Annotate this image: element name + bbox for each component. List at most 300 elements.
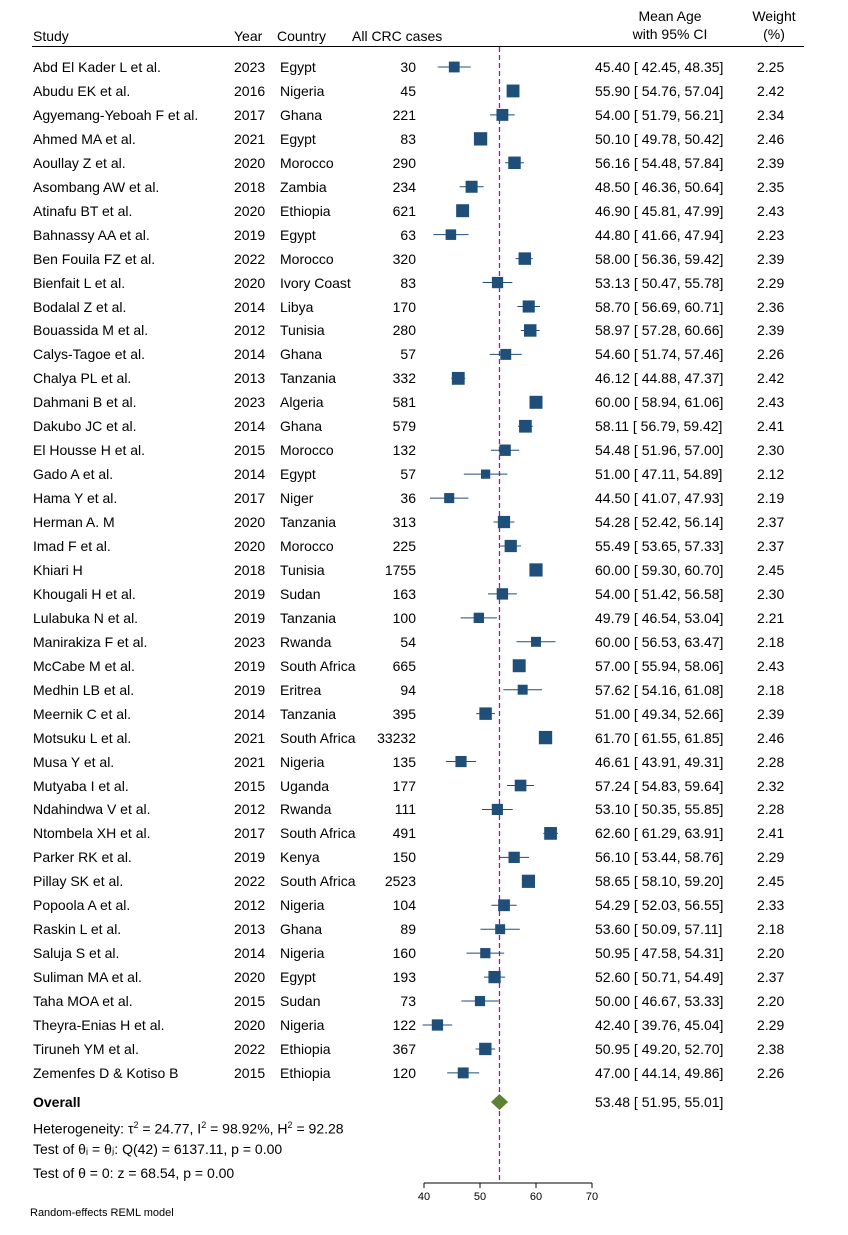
study-country: Ethiopia — [280, 1040, 331, 1057]
study-weight: 2.29 — [757, 1017, 785, 1033]
study-country: Ghana — [280, 418, 323, 435]
study-name: McCabe M et al. — [33, 657, 135, 674]
study-year: 2019 — [234, 226, 266, 243]
study-country: Egypt — [280, 130, 316, 147]
study-mean-ci: 54.60 [ 51.74, 57.46] — [595, 346, 724, 363]
study-cases: 313 — [392, 514, 416, 531]
study-mean-ci: 54.00 [ 51.79, 56.21] — [595, 106, 724, 123]
table-row — [0, 414, 848, 438]
study-country: Tunisia — [280, 561, 325, 578]
study-weight: 2.45 — [757, 873, 785, 890]
tau2-value: 24.77 — [154, 1120, 190, 1137]
study-name: Parker RK et al. — [33, 849, 132, 866]
study-cases: 225 — [392, 538, 416, 554]
study-weight: 2.43 — [757, 657, 785, 674]
study-country: Kenya — [280, 849, 320, 866]
heterogeneity-prefix: Heterogeneity: τ — [33, 1120, 134, 1137]
study-mean-ci: 56.10 [ 53.44, 58.76] — [595, 849, 724, 866]
study-mean-ci: 60.00 [ 56.53, 63.47] — [595, 633, 724, 650]
x-tick-label: 70 — [585, 1191, 599, 1203]
study-name: Raskin L et al. — [33, 921, 122, 938]
study-year: 2018 — [234, 561, 266, 578]
table-row — [0, 702, 848, 726]
table-row — [0, 869, 848, 893]
study-weight: 2.39 — [757, 154, 785, 171]
study-weight: 2.43 — [757, 202, 785, 219]
study-name: El Housse H et al. — [33, 442, 146, 459]
study-weight: 2.39 — [757, 322, 785, 339]
x-tick-label: 60 — [529, 1191, 543, 1203]
study-mean-ci: 58.00 [ 56.36, 59.42] — [595, 250, 724, 267]
table-row — [0, 1037, 848, 1061]
study-cases: 234 — [392, 178, 416, 195]
study-country: Algeria — [280, 394, 324, 411]
study-cases: 320 — [392, 250, 416, 267]
study-mean-ci: 45.40 [ 42.45, 48.35] — [595, 59, 724, 75]
study-mean-ci: 60.00 [ 59.30, 60.70] — [595, 561, 724, 578]
table-row — [0, 151, 848, 175]
study-year: 2021 — [234, 130, 266, 147]
study-cases: 135 — [392, 753, 416, 770]
study-country: South Africa — [280, 657, 356, 674]
study-weight: 2.28 — [757, 801, 785, 818]
study-cases: 2523 — [384, 873, 416, 890]
table-row — [0, 750, 848, 774]
study-mean-ci: 62.60 [ 61.29, 63.91] — [595, 825, 724, 842]
study-cases: 491 — [392, 825, 416, 842]
study-cases: 581 — [392, 394, 416, 411]
table-row — [0, 893, 848, 917]
study-year: 2017 — [234, 825, 266, 842]
study-year: 2023 — [234, 59, 266, 75]
study-country: Tanzania — [280, 609, 337, 626]
study-weight: 2.42 — [757, 82, 785, 99]
table-row — [0, 965, 848, 989]
study-weight: 2.46 — [757, 729, 785, 746]
study-year: 2016 — [234, 82, 266, 99]
study-country: Sudan — [280, 993, 321, 1010]
study-cases: 100 — [392, 609, 416, 626]
header-cases: All CRC cases — [352, 28, 443, 44]
study-weight: 2.41 — [757, 825, 785, 842]
study-year: 2014 — [234, 466, 266, 483]
table-row — [0, 271, 848, 295]
study-country: Ghana — [280, 346, 323, 363]
study-year: 2012 — [234, 801, 266, 818]
study-country: Morocco — [280, 154, 334, 171]
study-year: 2020 — [234, 1017, 266, 1033]
study-weight: 2.20 — [757, 993, 785, 1010]
study-country: Tanzania — [280, 514, 337, 531]
study-mean-ci: 51.00 [ 49.34, 52.66] — [595, 705, 724, 722]
study-name: Tiruneh YM et al. — [33, 1040, 139, 1057]
study-year: 2019 — [234, 849, 266, 866]
study-weight: 2.37 — [757, 514, 785, 531]
study-year: 2021 — [234, 753, 266, 770]
study-cases: 150 — [392, 849, 416, 866]
study-weight: 2.46 — [757, 130, 785, 147]
study-name: Ahmed MA et al. — [33, 130, 136, 147]
study-weight: 2.18 — [757, 633, 785, 650]
study-cases: 33232 — [377, 729, 416, 746]
study-country: Ghana — [280, 106, 323, 123]
study-weight: 2.30 — [757, 585, 785, 602]
study-weight: 2.25 — [757, 59, 785, 75]
study-mean-ci: 42.40 [ 39.76, 45.04] — [595, 1017, 724, 1033]
study-cases: 193 — [392, 969, 416, 986]
study-year: 2014 — [234, 298, 266, 315]
study-mean-ci: 50.95 [ 47.58, 54.31] — [595, 945, 724, 962]
study-year: 2013 — [234, 370, 266, 387]
study-cases: 30 — [400, 59, 416, 75]
study-country: Zambia — [280, 178, 327, 195]
study-cases: 177 — [392, 777, 416, 794]
study-name: Bahnassy AA et al. — [33, 226, 150, 243]
study-name: Manirakiza F et al. — [33, 633, 148, 650]
study-cases: 63 — [400, 226, 416, 243]
study-mean-ci: 54.00 [ 51.42, 56.58] — [595, 585, 724, 602]
table-row — [0, 989, 848, 1013]
study-cases: 83 — [400, 130, 416, 147]
study-mean-ci: 53.10 [ 50.35, 55.85] — [595, 801, 724, 818]
study-mean-ci: 54.48 [ 51.96, 57.00] — [595, 442, 724, 459]
study-year: 2014 — [234, 705, 266, 722]
table-row — [0, 726, 848, 750]
study-country: Egypt — [280, 226, 316, 243]
study-weight: 2.36 — [757, 298, 785, 315]
table-row — [0, 199, 848, 223]
test-theta-0: Test of θ = 0: z = 68.54, p = 0.00 — [33, 1165, 235, 1181]
study-year: 2018 — [234, 178, 266, 195]
study-name: Khougali H et al. — [33, 585, 136, 602]
study-weight: 2.32 — [757, 777, 785, 794]
study-country: Ethiopia — [280, 202, 331, 219]
study-mean-ci: 50.95 [ 49.20, 52.70] — [595, 1040, 724, 1057]
study-cases: 132 — [392, 442, 416, 459]
study-name: Abudu EK et al. — [33, 82, 131, 99]
study-mean-ci: 58.11 [ 56.79, 59.42] — [595, 418, 723, 435]
study-country: Nigeria — [280, 82, 325, 99]
table-row — [0, 797, 848, 821]
study-country: Morocco — [280, 538, 334, 554]
table-row — [0, 678, 848, 702]
study-mean-ci: 46.61 [ 43.91, 49.31] — [595, 753, 724, 770]
study-name: Motsuku L et al. — [33, 729, 132, 746]
study-mean-ci: 55.90 [ 54.76, 57.04] — [595, 82, 724, 99]
study-country: Eritrea — [280, 681, 322, 698]
study-name: Asombang AW et al. — [33, 178, 160, 195]
study-country: Egypt — [280, 59, 316, 75]
study-year: 2022 — [234, 873, 266, 890]
study-name: Musa Y et al. — [33, 753, 115, 770]
study-name: Mutyaba I et al. — [33, 777, 129, 794]
study-mean-ci: 48.50 [ 46.36, 50.64] — [595, 178, 724, 195]
study-country: Nigeria — [280, 753, 325, 770]
study-year: 2023 — [234, 633, 266, 650]
study-year: 2020 — [234, 514, 266, 531]
table-row — [0, 55, 848, 79]
study-country: Nigeria — [280, 897, 325, 914]
study-cases: 280 — [392, 322, 416, 339]
table-row — [0, 462, 848, 486]
study-name: Aoullay Z et al. — [33, 154, 126, 171]
study-weight: 2.12 — [757, 466, 785, 483]
overall-label: Overall — [33, 1094, 81, 1110]
heterogeneity-stat: Heterogeneity: $\tau^2 = 24.77$, $I^2 = 98.92\%$, $H^2 = 92.28$ — [33, 1120, 344, 1137]
study-weight: 2.30 — [757, 442, 785, 459]
study-year: 2019 — [234, 585, 266, 602]
table-row — [0, 1061, 848, 1085]
study-mean-ci: 58.65 [ 58.10, 59.20] — [595, 873, 724, 890]
i2-value: 98.92% — [222, 1120, 270, 1137]
study-name: Bienfait L et al. — [33, 274, 126, 291]
study-name: Bouassida M et al. — [33, 322, 149, 339]
study-name: Dakubo JC et al. — [33, 418, 137, 435]
study-mean-ci: 60.00 [ 58.94, 61.06] — [595, 394, 724, 411]
study-mean-ci: 46.90 [ 45.81, 47.99] — [595, 202, 724, 219]
study-year: 2020 — [234, 969, 266, 986]
study-country: South Africa — [280, 825, 356, 842]
study-weight: 2.28 — [757, 753, 785, 770]
study-weight: 2.26 — [757, 1064, 785, 1081]
table-row — [0, 175, 848, 199]
study-country: South Africa — [280, 729, 356, 746]
study-cases: 54 — [400, 633, 416, 650]
header-study: Study — [33, 28, 69, 44]
study-mean-ci: 54.28 [ 52.42, 56.14] — [595, 514, 724, 531]
study-weight: 2.29 — [757, 849, 785, 866]
study-year: 2022 — [234, 250, 266, 267]
study-name: Abd El Kader L et al. — [33, 59, 161, 75]
table-row — [0, 821, 848, 845]
study-cases: 111 — [394, 801, 416, 818]
study-mean-ci: 51.00 [ 47.11, 54.89] — [595, 466, 723, 483]
header-mean-age-line2: with 95% CI — [632, 26, 708, 42]
x-tick-label: 50 — [473, 1191, 487, 1203]
study-name: Meernik C et al. — [33, 705, 132, 722]
study-cases: 73 — [400, 993, 416, 1010]
study-country: Nigeria — [280, 1017, 325, 1033]
study-weight: 2.23 — [757, 226, 785, 243]
study-country: Tanzania — [280, 370, 337, 387]
table-row — [0, 366, 848, 390]
study-country: Morocco — [280, 442, 334, 459]
study-country: Uganda — [280, 777, 330, 794]
study-weight: 2.18 — [757, 681, 785, 698]
study-cases: 122 — [392, 1017, 416, 1033]
study-year: 2019 — [234, 681, 266, 698]
study-cases: 1755 — [384, 561, 416, 578]
study-cases: 89 — [400, 921, 416, 938]
study-cases: 36 — [400, 490, 416, 507]
study-year: 2014 — [234, 346, 266, 363]
study-mean-ci: 49.79 [ 46.54, 53.04] — [595, 609, 724, 626]
model-footnote: Random-effects REML model — [30, 1207, 174, 1219]
study-weight: 2.39 — [757, 705, 785, 722]
study-cases: 170 — [392, 298, 416, 315]
study-mean-ci: 50.10 [ 49.78, 50.42] — [595, 130, 724, 147]
table-row — [0, 774, 848, 798]
study-mean-ci: 57.00 [ 55.94, 58.06] — [595, 657, 724, 674]
study-cases: 290 — [392, 154, 416, 171]
study-country: Tunisia — [280, 322, 325, 339]
study-name: Zemenfes D & Kotiso B — [33, 1064, 179, 1081]
table-row — [0, 630, 848, 654]
study-country: Libya — [280, 298, 314, 315]
study-name: Dahmani B et al. — [33, 394, 137, 411]
table-row — [0, 295, 848, 319]
study-weight: 2.35 — [757, 178, 785, 195]
study-name: Ntombela XH et al. — [33, 825, 151, 842]
study-name: Khiari H — [33, 561, 83, 578]
study-cases: 332 — [392, 370, 416, 387]
study-weight: 2.37 — [757, 538, 785, 554]
study-year: 2020 — [234, 538, 266, 554]
study-name: Popoola A et al. — [33, 897, 131, 914]
study-country: Rwanda — [280, 633, 332, 650]
study-year: 2015 — [234, 993, 266, 1010]
study-country: Ghana — [280, 921, 323, 938]
study-name: Imad F et al. — [33, 538, 111, 554]
study-year: 2017 — [234, 490, 266, 507]
study-country: Rwanda — [280, 801, 332, 818]
study-name: Ben Fouila FZ et al. — [33, 250, 156, 267]
table-row — [0, 654, 848, 678]
study-country: Egypt — [280, 466, 316, 483]
study-country: Niger — [280, 490, 314, 507]
study-cases: 83 — [400, 274, 416, 291]
study-mean-ci: 44.50 [ 41.07, 47.93] — [595, 490, 724, 507]
study-year: 2020 — [234, 274, 266, 291]
study-weight: 2.37 — [757, 969, 785, 986]
study-weight: 2.29 — [757, 274, 785, 291]
study-country: Morocco — [280, 250, 334, 267]
study-cases: 104 — [392, 897, 416, 914]
study-weight: 2.34 — [757, 106, 785, 123]
study-mean-ci: 54.29 [ 52.03, 56.55] — [595, 897, 724, 914]
study-cases: 45 — [400, 82, 416, 99]
overall-ci: 53.48 [ 51.95, 55.01] — [595, 1094, 724, 1110]
study-cases: 57 — [400, 346, 416, 363]
table-row — [0, 223, 848, 247]
study-name: Pillay SK et al. — [33, 873, 124, 890]
header-weight-line1: Weight — [752, 8, 796, 24]
study-cases: 665 — [392, 657, 416, 674]
study-year: 2019 — [234, 657, 266, 674]
study-mean-ci: 44.80 [ 41.66, 47.94] — [595, 226, 724, 243]
study-year: 2014 — [234, 418, 266, 435]
study-country: Ivory Coast — [280, 274, 351, 291]
study-mean-ci: 58.70 [ 56.69, 60.71] — [595, 298, 724, 315]
study-name: Gado A et al. — [33, 466, 114, 483]
study-name: Agyemang-Yeboah F et al. — [33, 106, 199, 123]
study-cases: 367 — [392, 1040, 416, 1057]
table-row — [0, 318, 848, 342]
table-row — [0, 582, 848, 606]
study-cases: 621 — [392, 202, 416, 219]
study-cases: 579 — [392, 418, 416, 435]
study-mean-ci: 50.00 [ 46.67, 53.33] — [595, 993, 724, 1010]
study-mean-ci: 55.49 [ 53.65, 57.33] — [595, 538, 724, 554]
study-year: 2014 — [234, 945, 266, 962]
study-cases: 160 — [392, 945, 416, 962]
study-cases: 395 — [392, 705, 416, 722]
header-year: Year — [234, 28, 263, 44]
study-country: Ethiopia — [280, 1064, 331, 1081]
study-year: 2012 — [234, 322, 266, 339]
overall-diamond — [491, 1094, 508, 1110]
header-weight-line2: (%) — [763, 26, 785, 42]
table-row — [0, 79, 848, 103]
table-row — [0, 845, 848, 869]
table-row — [0, 1013, 848, 1037]
study-country: Egypt — [280, 969, 316, 986]
study-mean-ci: 57.62 [ 54.16, 61.08] — [595, 681, 724, 698]
study-cases: 120 — [392, 1064, 416, 1081]
table-row — [0, 247, 848, 271]
study-name: Taha MOA et al. — [33, 993, 133, 1010]
study-mean-ci: 53.60 [ 50.09, 57.11] — [595, 921, 723, 938]
table-row — [0, 103, 848, 127]
study-weight: 2.19 — [757, 490, 785, 507]
study-mean-ci: 56.16 [ 54.48, 57.84] — [595, 154, 724, 171]
study-year: 2020 — [234, 154, 266, 171]
study-name: Suliman MA et al. — [33, 969, 142, 986]
study-country: Sudan — [280, 585, 321, 602]
study-weight: 2.20 — [757, 945, 785, 962]
study-weight: 2.38 — [757, 1040, 785, 1057]
table-row — [0, 510, 848, 534]
study-year: 2013 — [234, 921, 266, 938]
study-mean-ci: 61.70 [ 61.55, 61.85] — [595, 729, 724, 746]
study-year: 2015 — [234, 442, 266, 459]
study-name: Atinafu BT et al. — [33, 202, 133, 219]
h2-value: 92.28 — [308, 1120, 344, 1137]
study-weight: 2.43 — [757, 394, 785, 411]
table-row — [0, 534, 848, 558]
study-cases: 94 — [400, 681, 416, 698]
study-year: 2022 — [234, 1040, 266, 1057]
table-row — [0, 558, 848, 582]
study-year: 2015 — [234, 777, 266, 794]
study-mean-ci: 52.60 [ 50.71, 54.49] — [595, 969, 724, 986]
table-row — [0, 941, 848, 965]
study-name: Calys-Tagoe et al. — [33, 346, 146, 363]
study-weight: 2.21 — [757, 609, 785, 626]
table-row — [0, 486, 848, 510]
study-name: Lulabuka N et al. — [33, 609, 139, 626]
study-mean-ci: 57.24 [ 54.83, 59.64] — [595, 777, 724, 794]
study-country: Nigeria — [280, 945, 325, 962]
study-cases: 57 — [400, 466, 416, 483]
study-weight: 2.26 — [757, 346, 785, 363]
study-mean-ci: 53.13 [ 50.47, 55.78] — [595, 274, 724, 291]
study-name: Medhin LB et al. — [33, 681, 135, 698]
study-weight: 2.41 — [757, 418, 785, 435]
header-mean-age-line1: Mean Age — [638, 8, 702, 24]
study-weight: 2.18 — [757, 921, 785, 938]
table-row — [0, 917, 848, 941]
study-mean-ci: 47.00 [ 44.14, 49.86] — [595, 1064, 724, 1081]
study-country: Tanzania — [280, 705, 337, 722]
study-cases: 163 — [392, 585, 416, 602]
study-year: 2020 — [234, 202, 266, 219]
study-name: Bodalal Z et al. — [33, 298, 127, 315]
test-theta-i: Test of θᵢ = θⱼ: Q(42) = 6137.11, p = 0.00 — [33, 1141, 283, 1157]
table-row — [0, 127, 848, 151]
study-name: Ndahindwa V et al. — [33, 801, 151, 818]
study-year: 2012 — [234, 897, 266, 914]
